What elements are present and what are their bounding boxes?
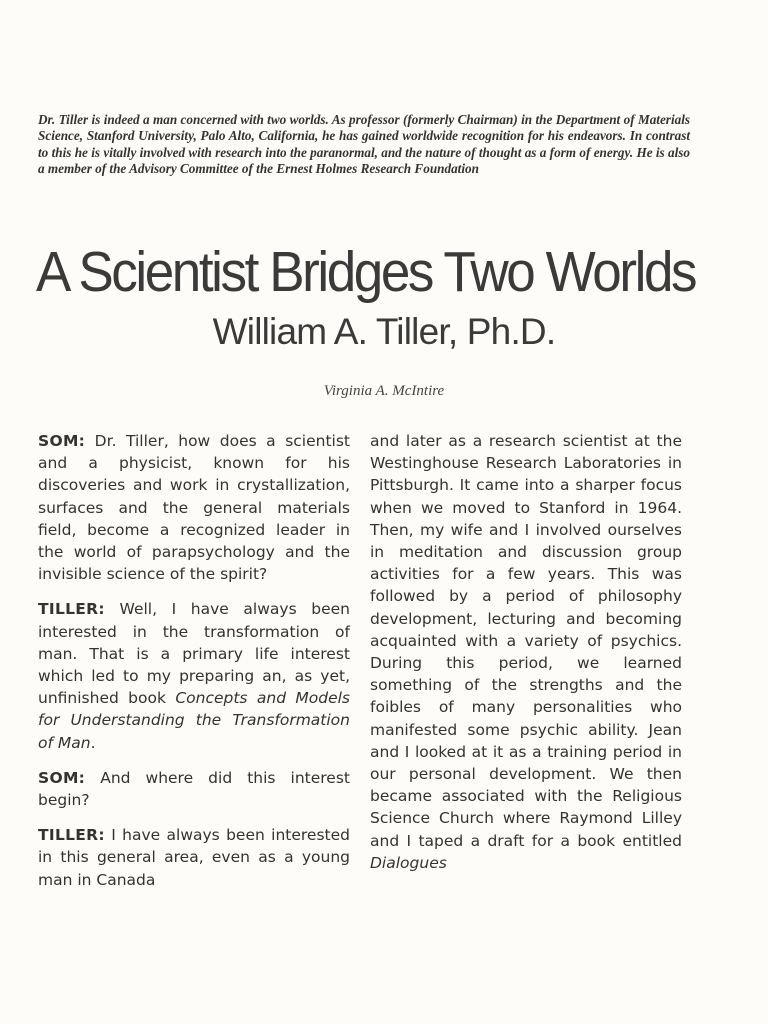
article-author: Virginia A. McIntire: [323, 383, 445, 399]
question-text: Dr. Tiller, how does a scientist and a physicist, known for his discoveries and work in crystallization, surfaces and the general materials field, become a recognized leader in the world of parapsychology and the invisible science of the spirit?: [38, 432, 350, 584]
answer-text: Well, I have always been interested in the transformation of man. That is a primary life interest which led to my preparing an, as yet, unfinished book: [38, 600, 350, 708]
book-title: Concepts and Models for Understanding the Transformation of Man: [38, 689, 351, 752]
answer-text: and later as a research scientist at the Westinghouse Research Laboratories in Pittsburgh. It came into a sharper focus when we moved to Stanford in 1964. Then, my wife and I involved ourselves in meditation and discussion group activities for a few years. This was followed by a period of philosophy development, lecturing and becoming acquainted with a variety of psychics. During this period, we learned something of the strengths and the foibles of many personalities who manifested some psychic ability. Jean and I looked at it as a training period in our personal development. We then became associated with the Religious Science Church where Raymond Lilley and I taped a draft for a book entitled: [370, 432, 682, 850]
interview-answer-2: [38, 824, 350, 891]
article-subtitle: William A. Tiller, Ph.D.: [212, 311, 556, 352]
answer-text-end: .: [90, 733, 96, 752]
speaker-label: SOM:: [38, 768, 86, 787]
speaker-label: TILLER:: [38, 826, 105, 845]
question-text: And where did this interest begin?: [38, 768, 350, 810]
answer-continuation: [370, 430, 682, 874]
right-column: [370, 430, 682, 874]
interview-answer-1: [38, 598, 350, 753]
interview-question-2: [38, 767, 350, 811]
answer-text: I have always been interested in this general area, even as a young man in Canada: [38, 826, 350, 889]
intro-paragraph: Dr. Tiller is indeed a man concerned with two worlds. As professor (formerly Chairman) in the Department of Materials Science, Stanford University, Palo Alto, California, he has gained worldwide recognition for his endeavors. In contrast to this he is vitally involved with research into the paranormal, and the nature of thought as a form of energy. He is also a member of the Advisory Committee of the Ernest Holmes Research Foundation: [38, 112, 690, 176]
book-title: Dialogues: [370, 853, 447, 872]
speaker-label: TILLER:: [38, 600, 105, 619]
interview-question-1: [38, 430, 350, 585]
speaker-label: SOM:: [38, 432, 86, 450]
left-column: [38, 430, 350, 904]
article-title: A Scientist Bridges Two Worlds: [36, 240, 696, 304]
